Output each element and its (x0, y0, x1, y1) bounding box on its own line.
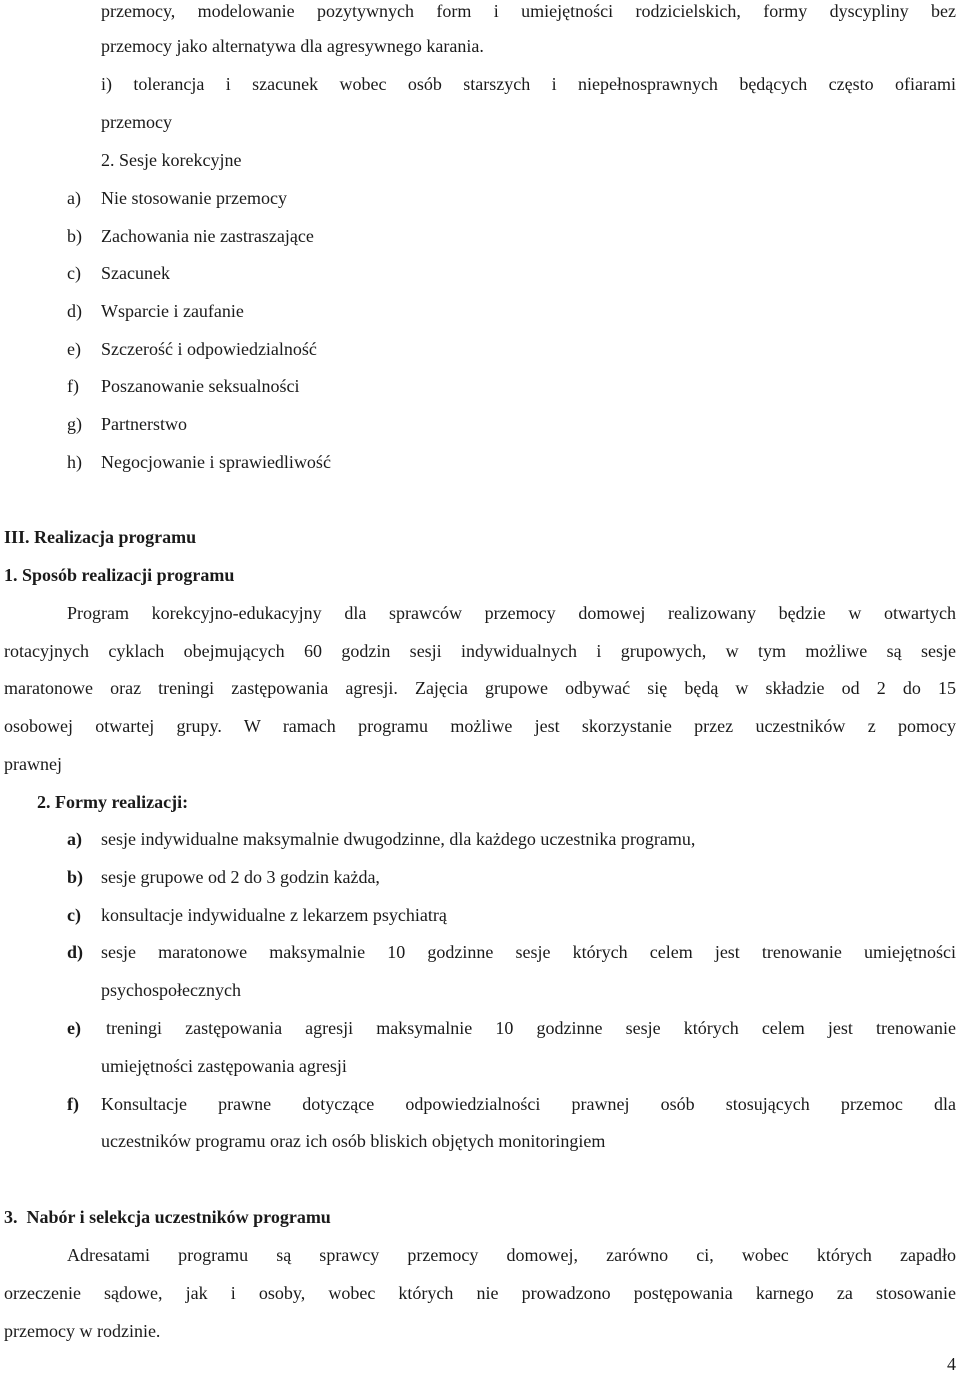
sesje-item-text: Poszanowanie seksualności (101, 376, 300, 396)
sesje-item-label: c) (67, 263, 81, 283)
paragraph-line: prawnej (4, 754, 62, 774)
intro-item-i-line-1: i) tolerancja i szacunek wobec osób starszych i niepełnosprawnych będących często ofiarami (101, 74, 956, 94)
paragraph-line: Program korekcyjno-edukacyjny dla sprawców przemocy domowej realizowany będzie w otwartych (67, 603, 956, 623)
sesje-item-label: b) (67, 226, 82, 246)
subsection-heading: 1. Sposób realizacji programu (4, 565, 235, 585)
intro-line-2: przemocy jako alternatywa dla agresywnego karania. (101, 36, 484, 56)
sesje-item-text: Wsparcie i zaufanie (101, 301, 244, 321)
subsection-heading: 3. Nabór i selekcja uczestników programu (4, 1207, 331, 1227)
form-item-text: sesje grupowe od 2 do 3 godzin każda, (101, 867, 380, 887)
intro-line-1: przemocy, modelowanie pozytywnych form i umiejętności rodzicielskich, formy dyscypliny bez (101, 1, 956, 21)
paragraph-line: osobowej otwartej grupy. W ramach programu możliwe jest skorzystanie przez uczestników z pomocy (4, 716, 956, 736)
form-item-text: Konsultacje prawne dotyczące odpowiedzialności prawnej osób stosujących przemoc dla (101, 1094, 956, 1114)
sesje-item-text: Partnerstwo (101, 414, 187, 434)
form-item-text: psychospołecznych (101, 980, 241, 1000)
intro-item-i-line-2: przemocy (101, 112, 172, 132)
form-item-label: f) (67, 1094, 79, 1114)
form-item-label: e) (67, 1018, 81, 1038)
sesje-item-label: a) (67, 188, 81, 208)
form-item-label: a) (67, 829, 82, 849)
form-item-text: konsultacje indywidualne z lekarzem psychiatrą (101, 905, 447, 925)
paragraph-line: rotacyjnych cyklach obejmujących 60 godzin sesji indywidualnych i grupowych, w tym możliwe są sesje (4, 641, 956, 661)
sesje-item-text: Zachowania nie zastraszające (101, 226, 314, 246)
section-heading: III. Realizacja programu (4, 527, 197, 547)
page-number: 4 (947, 1354, 956, 1374)
form-item-text: treningi zastępowania agresji maksymalnie 10 godzinne sesje których celem jest trenowanie (106, 1018, 956, 1038)
sesje-item-label: h) (67, 452, 82, 472)
sesje-heading: 2. Sesje korekcyjne (101, 150, 242, 170)
form-item-text: umiejętności zastępowania agresji (101, 1056, 347, 1076)
form-item-text: uczestników programu oraz ich osób bliskich objętych monitoringiem (101, 1131, 606, 1151)
form-item-text: sesje maratonowe maksymalnie 10 godzinne sesje których celem jest trenowanie umiejętności (101, 942, 956, 962)
form-item-label: d) (67, 942, 84, 962)
sesje-item-label: e) (67, 339, 81, 359)
sesje-item-text: Szacunek (101, 263, 170, 283)
paragraph-line: orzeczenie sądowe, jak i osoby, wobec których nie prowadzono postępowania karnego za stosowanie (4, 1283, 956, 1303)
sesje-item-label: g) (67, 414, 82, 434)
sesje-item-label: d) (67, 301, 82, 321)
paragraph-line: przemocy w rodzinie. (4, 1321, 161, 1341)
form-item-label: c) (67, 905, 81, 925)
paragraph-line: Adresatami programu są sprawcy przemocy domowej, zarówno ci, wobec których zapadło (67, 1245, 956, 1265)
sesje-item-label: f) (67, 376, 79, 396)
form-item-label: b) (67, 867, 84, 887)
subsection-heading: 2. Formy realizacji: (37, 792, 189, 812)
sesje-item-text: Negocjowanie i sprawiedliwość (101, 452, 331, 472)
sesje-item-text: Szczerość i odpowiedzialność (101, 339, 317, 359)
sesje-item-text: Nie stosowanie przemocy (101, 188, 287, 208)
paragraph-line: maratonowe oraz treningi zastępowania agresji. Zajęcia grupowe odbywać się będą w składzie od 2 do 15 (4, 678, 956, 698)
form-item-text: sesje indywidualne maksymalnie dwugodzinne, dla każdego uczestnika programu, (101, 829, 696, 849)
